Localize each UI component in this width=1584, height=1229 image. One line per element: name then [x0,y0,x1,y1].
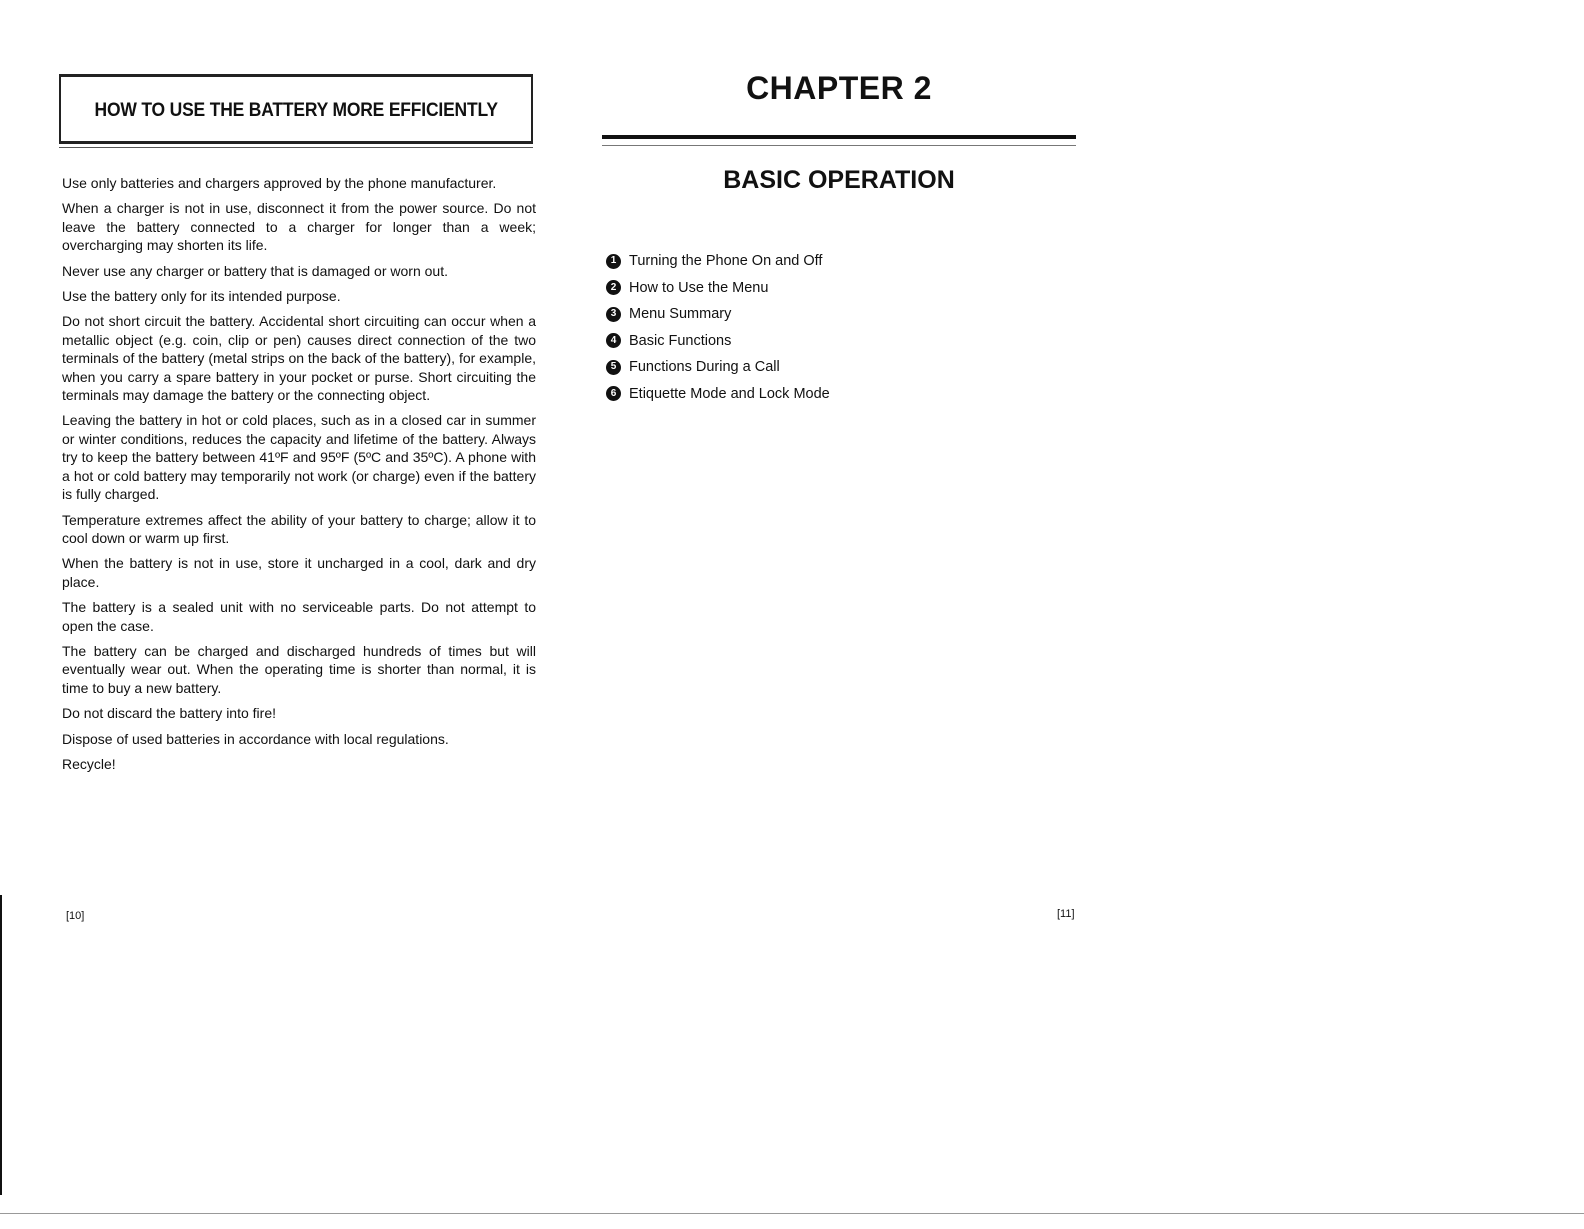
list-item-label: Basic Functions [629,332,732,349]
paragraph: Temperature extremes affect the ability of your battery to charge; allow it to cool down or warm up first. [62,511,536,546]
paragraph: When the battery is not in use, store it uncharged in a cool, dark and dry place. [62,555,536,590]
list-item [606,328,830,355]
number-5-icon: 5 [606,360,621,375]
paragraph: Leaving the battery in hot or cold places, such as in a closed car in summer or winter conditions, reduces the capacity and lifetime of the battery. Always try to keep the battery between 41ºF and 95ºF (5ºC and 35ºC). A phone with a hot or cold battery may temporarily not work (or charge) even if the battery is fully charged. [62,412,536,503]
list-item-label: How to Use the Menu [629,279,769,296]
number-4-icon: 4 [606,333,621,348]
paragraph: Never use any charger or battery that is damaged or worn out. [62,262,448,279]
paragraph: Recycle! [62,755,116,772]
section-heading: BASIC OPERATION [723,166,955,194]
number-6-icon: 6 [606,386,621,401]
list-item-label: Functions During a Call [629,359,780,376]
scan-edge-line [0,895,2,1195]
list-item-label: Etiquette Mode and Lock Mode [629,385,830,402]
section-title-box [59,74,533,144]
list-item-label: Menu Summary [629,306,732,323]
scan-edge-line [0,1213,1584,1214]
number-1-icon: 1 [606,254,621,269]
list-item-label: Turning the Phone On and Off [629,253,823,270]
paragraph: Use only batteries and chargers approved by the phone manufacturer. [62,175,497,191]
number-2-icon: 2 [606,280,621,295]
chapter-rule-thick [602,135,1076,139]
page-number-left: [10] [66,910,85,922]
chapter-rule-thin [602,145,1076,146]
list-item [606,301,830,328]
battery-section-title: HOW TO USE THE BATTERY MORE EFFICIENTLY [94,100,498,121]
paragraph: Dispose of used batteries in accordance with local regulations. [62,730,449,747]
paragraph: The battery is a sealed unit with no serviceable parts. Do not attempt to open the case. [62,599,536,634]
paragraph: The battery can be charged and discharged hundreds of times but will eventually wear out. When the operating time is shorter than normal, it is time to buy a new battery. [62,642,536,696]
list-item [606,381,830,408]
page-number-right: [11] [1057,908,1075,920]
paragraph: Use the battery only for its intended purpose. [62,288,341,305]
paragraph: Do not short circuit the battery. Accidental short circuiting can occur when a metallic object (e.g. coin, clip or pen) causes direct connection of the two terminals of the battery (metal strips on the back of the battery), for example, when you carry a spare battery in your pocket or purse. Short circuiting the terminals may damage the battery or the connecting object. [62,313,536,404]
list-item [606,248,830,275]
chapter-title: CHAPTER 2 [746,70,932,106]
list-item [606,354,830,381]
paragraph: Do not discard the battery into fire! [62,705,276,722]
chapter-contents-list [606,248,830,407]
list-item [606,275,830,302]
battery-guidelines [62,174,536,780]
paragraph: When a charger is not in use, disconnect it from the power source. Do not leave the battery connected to a charger for longer than a week; overcharging may shorten its life. [62,200,536,254]
number-3-icon: 3 [606,307,621,322]
